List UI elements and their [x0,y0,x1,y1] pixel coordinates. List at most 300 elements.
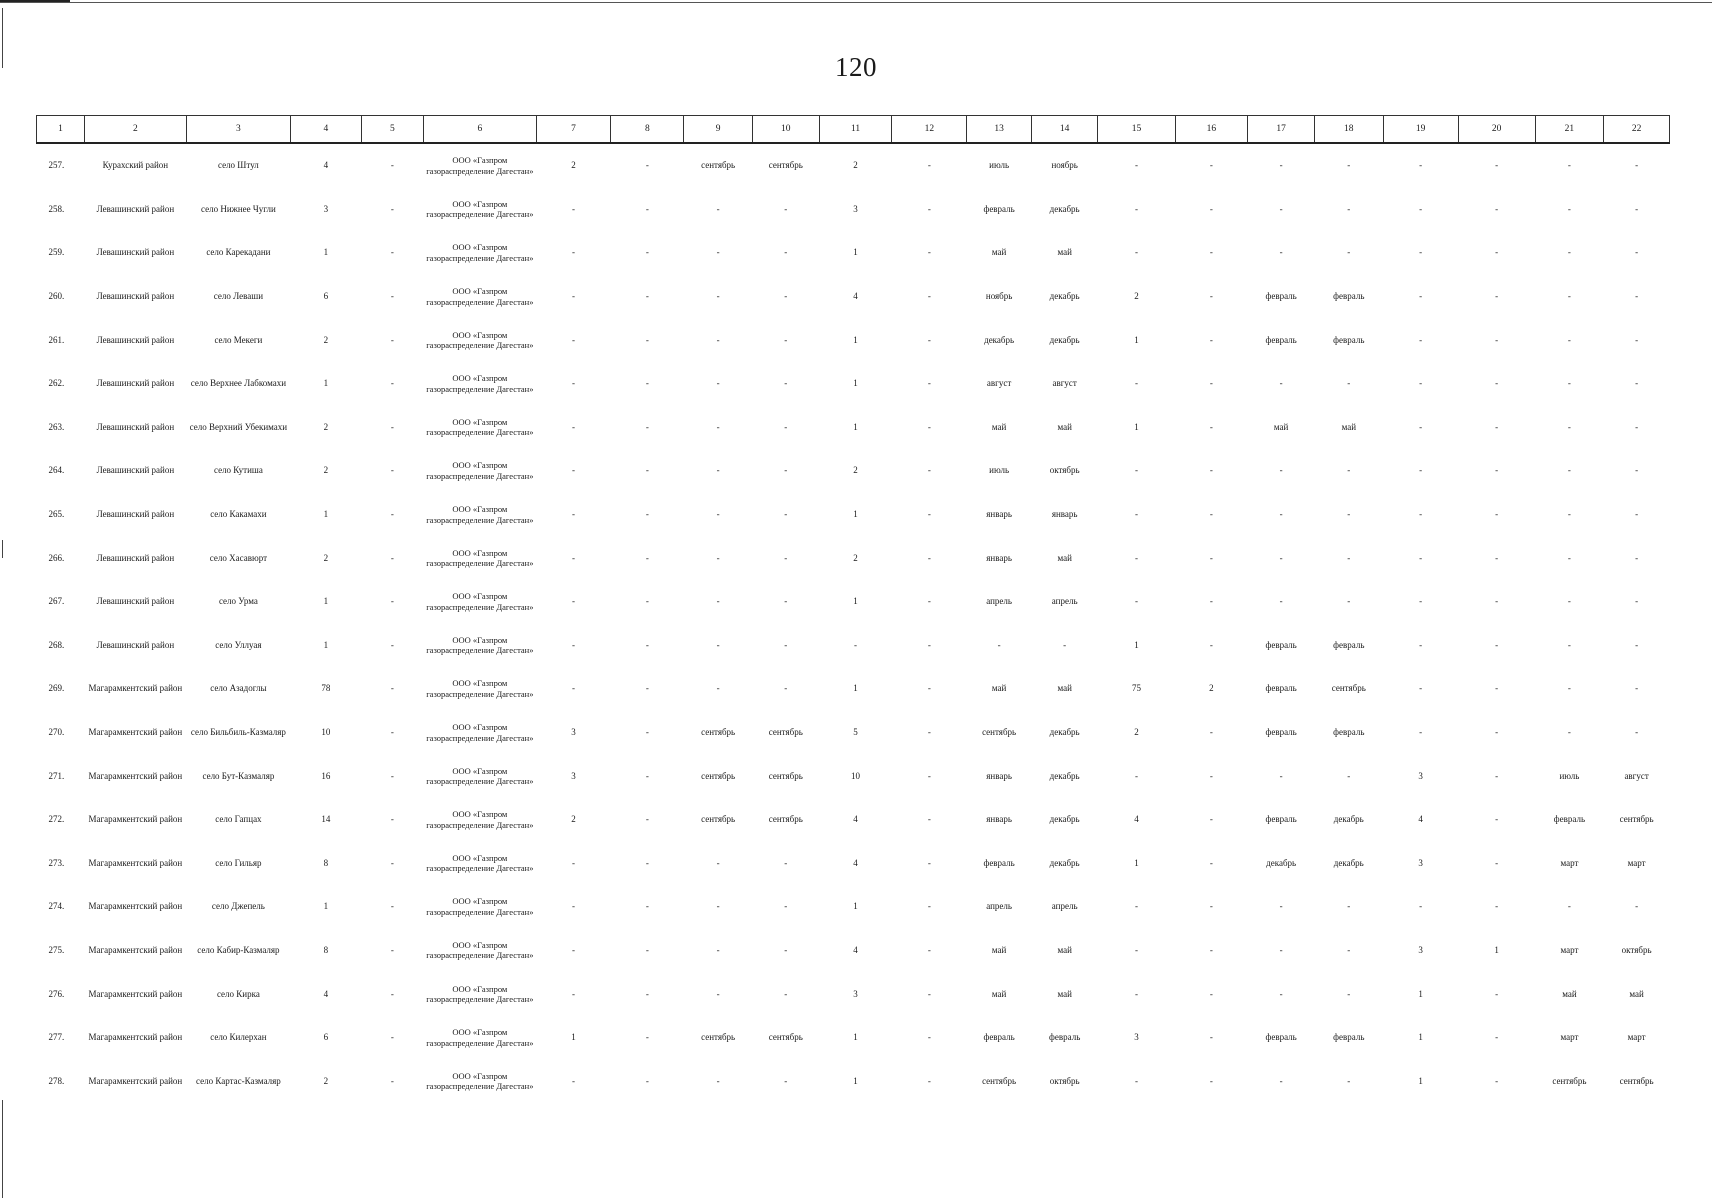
table-cell: - [927,509,931,520]
table-cell: - [645,465,649,476]
table-cell: - [1495,596,1499,607]
column-header: 9 [684,116,753,144]
table-cell: 2 [853,160,858,171]
table-cell: март [1560,944,1579,955]
table-cell: сентябрь [982,727,1017,738]
table-cell: - [927,639,931,650]
table-cell: - [1567,639,1571,650]
table-cell: - [784,683,788,694]
table-cell: - [1495,421,1499,432]
organization-cell: ООО «Газпром газораспределение Дагестан» [426,1027,534,1048]
table-cell: - [390,509,394,520]
table-cell: - [645,770,649,781]
organization-cell: ООО «Газпром газораспределение Дагестан» [426,634,534,656]
table-cell: - [390,639,394,650]
table-cell: - [390,1075,394,1086]
table-cell: 4 [853,291,858,302]
organization-cell: ООО «Газпром газораспределение Дагестан» [426,765,534,787]
table-cell: 1 [1134,421,1139,432]
table-cell: сентябрь [701,1032,736,1043]
table-cell: 16 [321,770,331,781]
table-cell: сентябрь [1552,1075,1587,1086]
table-cell: Левашинский район [96,378,175,389]
row-number-cell: 265. [48,509,65,520]
organization-cell: ООО «Газпром газораспределение Дагестан» [426,286,534,307]
table-cell: - [390,814,394,825]
table-cell: - [927,421,931,432]
row-number-cell: 269. [48,683,65,694]
table-cell: - [571,988,575,999]
table-cell: - [1495,509,1499,520]
table-cell: - [1567,378,1571,389]
organization-cell: ООО «Газпром газораспределение Дагестан» [426,809,534,830]
table-cell: 2 [1134,291,1139,302]
table-cell: 3 [1418,770,1423,781]
table-cell: - [1419,509,1423,520]
table-cell: декабрь [1049,203,1080,214]
table-cell: - [571,596,575,607]
table-cell: февраль [1265,727,1297,738]
table-cell: январь [986,509,1012,520]
table-cell: - [1134,596,1138,607]
table-cell: - [927,378,931,389]
table-cell: - [927,160,931,171]
table-cell: - [1567,596,1571,607]
table-cell: 3 [1418,944,1423,955]
table-cell: Магарамкентский район [88,727,183,738]
table-cell: июль [989,465,1010,476]
table-cell: - [1567,291,1571,302]
table-cell: - [1279,944,1283,955]
table-cell: - [784,901,788,912]
table-cell: - [1635,639,1639,650]
table-cell: - [390,1032,394,1043]
column-header: 21 [1535,116,1604,144]
table-cell: 8 [323,944,329,955]
table-cell: - [1347,770,1351,781]
row-number-cell: 262. [48,378,65,389]
organization-cell: ООО «Газпром газораспределение Дагестан» [426,198,534,220]
table-cell: - [927,988,931,999]
table-cell: - [1347,901,1351,912]
table-cell: февраль [983,203,1015,214]
table-cell: - [645,160,649,171]
table-cell: февраль [1553,814,1586,825]
table-row [37,188,1670,232]
row-number-cell: 277. [48,1032,65,1043]
table-cell: село Гильяр [215,857,262,868]
table-cell: село Верхний Убекимахи [189,421,288,432]
table-cell: - [1134,552,1138,563]
table-cell: - [571,683,575,694]
table-cell: - [927,683,931,694]
column-header: 14 [1031,116,1098,144]
table-cell: 78 [321,683,331,694]
organization-cell: ООО «Газпром газораспределение Дагестан» [426,416,534,438]
table-cell: - [1347,596,1351,607]
table-cell: февраль [1333,639,1365,650]
table-cell: - [1635,552,1639,563]
table-cell: - [784,421,788,432]
table-cell: - [1567,901,1571,912]
table-cell: - [390,683,394,694]
table-cell: - [1279,596,1283,607]
table-cell: - [1347,988,1351,999]
column-header: 1 [37,116,85,144]
table-cell: Магарамкентский район [88,857,183,868]
table-cell: май [1057,421,1072,432]
table-cell: 2 [323,334,329,345]
column-header: 8 [611,116,684,144]
table-cell: - [1419,291,1423,302]
table-cell: март [1627,857,1646,868]
table-cell: декабрь [984,334,1015,345]
table-cell: - [784,639,788,650]
table-cell: октябрь [1621,944,1652,955]
table-cell: Магарамкентский район [88,944,183,955]
table-cell: 2 [323,552,329,563]
table-cell: - [645,1032,649,1043]
table-cell: Левашинский район [96,465,175,476]
table-cell: - [1495,988,1499,999]
table-cell: 4 [323,988,329,999]
table-cell: 10 [851,770,861,781]
table-cell: февраль [1265,334,1297,345]
table-cell: 3 [1134,1032,1139,1043]
table-cell: - [645,509,649,520]
table-cell: - [1134,509,1138,520]
table-cell: - [1209,596,1213,607]
table-cell: - [1279,552,1283,563]
table-cell: Магарамкентский район [88,988,183,999]
table-cell: 3 [571,727,576,738]
table-cell: сентябрь [768,1032,803,1043]
table-cell: - [1279,1075,1283,1086]
table-cell: - [1567,160,1571,171]
table-row [37,318,1670,362]
table-cell: - [390,203,394,214]
table-cell: Левашинский район [96,203,175,214]
table-cell: - [927,334,931,345]
table-cell: - [571,552,575,563]
organization-cell: ООО «Газпром газораспределение Дагестан» [426,155,534,176]
table-cell: - [390,291,394,302]
table-cell: май [1057,552,1072,563]
table-cell: - [1134,203,1138,214]
column-header: 15 [1098,116,1175,144]
table-cell: май [991,247,1007,258]
table-cell: - [997,639,1001,650]
row-number-cell: 266. [48,552,65,563]
table-cell: - [1495,639,1499,650]
table-cell: - [1635,247,1639,258]
table-cell: - [1347,1075,1351,1086]
table-cell: - [784,552,788,563]
table-cell: - [645,334,649,345]
row-number-cell: 276. [48,988,65,999]
table-cell: - [1209,857,1213,868]
table-cell: - [645,639,649,650]
table-cell: - [1134,1075,1138,1086]
row-number-cell: 259. [48,247,65,258]
table-row [37,580,1670,624]
table-cell: январь [986,552,1012,563]
scan-left-mark [2,540,3,558]
table-cell: Магарамкентский район [88,1075,183,1086]
table-cell: сентябрь [1619,814,1654,825]
table-cell: Курахский район [102,160,169,171]
column-header: 6 [424,116,536,144]
table-cell: - [1279,770,1283,781]
table-cell: - [571,944,575,955]
table-cell: 2 [571,160,576,171]
table-cell: - [571,639,575,650]
table-cell: - [645,814,649,825]
row-number-cell: 275. [48,944,65,955]
table-row [37,275,1670,319]
page-number: 120 [835,52,877,82]
column-header: 11 [819,116,892,144]
table-cell: 1 [323,901,329,912]
table-cell: 1 [1418,1032,1423,1043]
table-cell: - [1419,378,1423,389]
table-cell: - [927,814,931,825]
table-cell: - [1279,203,1283,214]
table-cell: - [1209,988,1213,999]
table-cell: - [784,203,788,214]
table-cell: - [571,465,575,476]
row-number-cell: 273. [48,857,65,868]
table-cell: 1 [853,378,858,389]
table-cell: - [1419,596,1423,607]
table-cell: - [1279,901,1283,912]
table-cell: - [1419,203,1423,214]
table-cell: село Джепель [211,901,265,912]
table-cell: - [645,1075,649,1086]
table-cell: Левашинский район [96,639,175,650]
row-number-cell: 260. [48,291,65,302]
table-cell: декабрь [1049,857,1080,868]
table-cell: 2 [853,552,858,563]
organization-cell: ООО «Газпром газораспределение Дагестан» [426,896,534,917]
table-cell: село Гапцах [215,814,262,825]
table-cell: январь [1051,509,1078,520]
table-cell: Левашинский район [96,291,175,302]
table-cell: село Бут-Казмаляр [202,770,275,781]
table-cell: - [571,901,575,912]
table-cell: - [784,596,788,607]
table-cell: - [784,334,788,345]
row-number-cell: 271. [48,770,65,781]
table-cell: - [571,378,575,389]
table-cell: - [1495,901,1499,912]
table-cell: - [1209,247,1213,258]
table-row [37,1016,1670,1060]
table-cell: - [1567,509,1571,520]
table-cell: 1 [1134,639,1139,650]
table-cell: - [1347,378,1351,389]
column-number-row [37,116,1670,144]
table-cell: май [1341,421,1357,432]
table-cell: - [716,378,720,389]
table-cell: - [390,421,394,432]
table-cell: март [1627,1032,1646,1043]
column-header: 5 [361,116,423,144]
table-cell: Магарамкентский район [88,814,183,825]
table-cell: сентябрь [1331,683,1366,694]
table-cell: - [1495,160,1499,171]
table-cell: - [1495,683,1499,694]
table-cell: - [1134,465,1138,476]
table-cell: февраль [1265,683,1297,694]
table-cell: 1 [323,378,329,389]
table-cell: - [1209,421,1213,432]
table-cell: - [1134,160,1138,171]
table-cell: - [1635,334,1639,345]
table-cell: февраль [1049,1032,1081,1043]
table-cell: - [784,247,788,258]
table-cell: 4 [1418,814,1423,825]
organization-cell: ООО «Газпром газораспределение Дагестан» [426,939,534,961]
table-cell: - [1635,291,1639,302]
organization-cell: ООО «Газпром газораспределение Дагестан» [426,373,534,394]
table-cell: май [1057,944,1072,955]
table-cell: - [1347,509,1351,520]
table-cell: - [716,334,720,345]
table-cell: - [1279,378,1283,389]
table-cell: декабрь [1049,291,1080,302]
table-cell: февраль [1333,1032,1365,1043]
table-row [37,1059,1670,1103]
row-number-cell: 263. [48,421,65,432]
table-cell: 3 [571,770,576,781]
column-header: 12 [892,116,967,144]
table-cell: - [1209,509,1213,520]
table-cell: 1 [323,639,329,650]
table-cell: - [1209,639,1213,650]
table-cell: - [1635,596,1639,607]
table-cell: 4 [853,814,858,825]
table-cell: - [1495,334,1499,345]
table-cell: - [1209,465,1213,476]
row-number-cell: 261. [48,334,65,345]
table-cell: - [571,247,575,258]
table-cell: - [390,465,394,476]
table-cell: - [1419,552,1423,563]
table-row [37,406,1670,450]
table-cell: 1 [853,509,858,520]
table-cell: 4 [853,857,858,868]
table-cell: - [1209,552,1213,563]
table-row [37,972,1670,1016]
table-row [37,798,1670,842]
column-header: 7 [536,116,611,144]
table-cell: 3 [853,203,858,214]
column-header: 18 [1314,116,1383,144]
table-cell: февраль [1333,291,1365,302]
table-cell: - [645,421,649,432]
column-header: 10 [752,116,819,144]
table-cell: село Кабир-Казмаляр [197,944,280,955]
table-cell: - [1495,770,1499,781]
table-cell: - [716,596,720,607]
table-row [37,929,1670,973]
table-cell: Левашинский район [96,596,175,607]
table-cell: январь [986,814,1012,825]
table-cell: сентябрь [1619,1075,1654,1086]
organization-cell: ООО «Газпром газораспределение Дагестан» [426,1070,534,1092]
table-cell: 1 [853,1032,858,1043]
table-cell: - [645,683,649,694]
table-cell: - [1279,465,1283,476]
table-cell: май [1629,988,1644,999]
table-row [37,449,1670,493]
table-cell: - [1209,160,1213,171]
table-cell: май [1057,988,1072,999]
table-cell: - [1279,160,1283,171]
row-number-cell: 258. [48,203,65,214]
table-cell: - [1209,901,1213,912]
table-cell: - [1419,639,1423,650]
table-cell: - [1419,465,1423,476]
table-cell: - [645,291,649,302]
row-number-cell: 257. [48,160,65,171]
table-cell: декабрь [1049,727,1080,738]
table-cell: 5 [853,727,858,738]
table-cell: - [1635,203,1639,214]
table-cell: село Уллуая [215,639,262,650]
table-cell: - [1347,247,1351,258]
table-cell: 1 [853,247,858,258]
table-cell: - [854,639,858,650]
table-cell: село Верхнее Лабкомахи [190,378,287,389]
table-row [37,667,1670,711]
table-cell: - [1134,988,1138,999]
table-cell: 1 [853,683,858,694]
table-cell: - [1635,160,1639,171]
table-cell: сентябрь [701,814,736,825]
table-cell: сентябрь [768,770,803,781]
table-cell: февраль [1265,814,1297,825]
row-number-cell: 268. [48,639,65,650]
table-cell: - [1635,683,1639,694]
table-row [37,842,1670,886]
table-cell: декабрь [1049,770,1080,781]
table-cell: - [1567,421,1571,432]
column-header: 20 [1458,116,1535,144]
table-cell: - [1635,378,1639,389]
table-cell: - [390,334,394,345]
column-header: 4 [290,116,361,144]
table-cell: село Леваши [213,291,264,302]
table-cell: сентябрь [768,814,803,825]
table-cell: май [1057,683,1072,694]
table-cell: сентябрь [768,727,803,738]
table-cell: июль [1559,770,1580,781]
table-cell: - [645,727,649,738]
table-cell: 1 [853,1075,858,1086]
table-cell: 10 [321,727,331,738]
table-row [37,754,1670,798]
table-cell: ноябрь [1051,160,1078,171]
table-cell: - [927,596,931,607]
table-cell: - [716,247,720,258]
table-cell: май [991,683,1007,694]
table-cell: - [571,1075,575,1086]
table-cell: февраль [983,857,1015,868]
table-cell: - [390,770,394,781]
table-cell: декабрь [1049,814,1080,825]
